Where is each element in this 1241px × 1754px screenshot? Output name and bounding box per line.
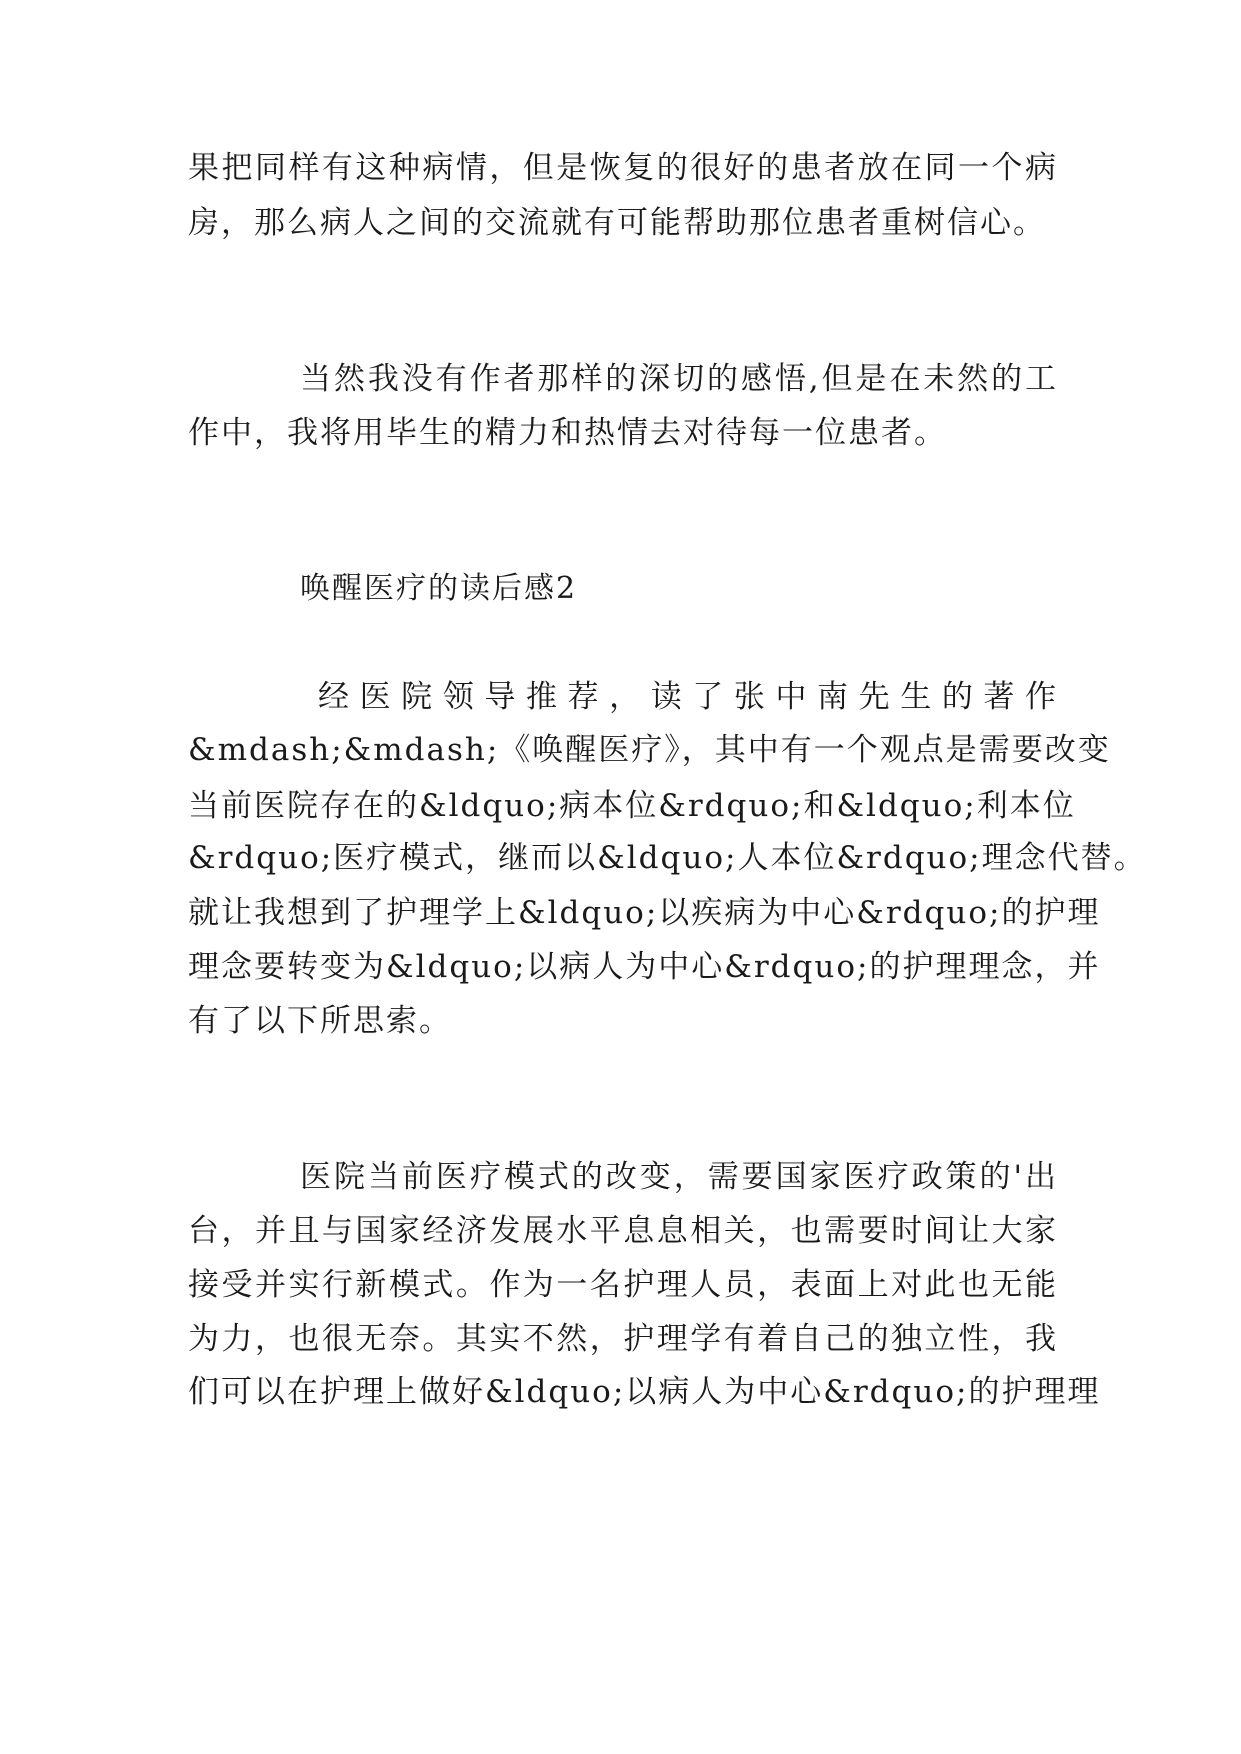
paragraph-4-line-1: 医院当前医疗模式的改变，需要国家医疗政策的'出 xyxy=(300,1159,1058,1195)
paragraph-3-line-7: 有了以下所思索。 xyxy=(188,1003,452,1039)
paragraph-3-line-3: 当前医院存在的&ldquo;病本位&rdquo;和&ldquo;利本位 xyxy=(188,788,1076,824)
paragraph-4-line-2: 台，并且与国家经济发展水平息息相关，也需要时间让大家 xyxy=(188,1213,1058,1249)
paragraph-3-line-1: 经医院领导推荐，读了张中南先生的著作 xyxy=(318,679,1058,715)
paragraph-1-line-2: 房，那么病人之间的交流就有可能帮助那位患者重树信心。 xyxy=(188,205,1046,241)
paragraph-1-line-1: 果把同样有这种病情，但是恢复的很好的患者放在同一个病 xyxy=(188,150,1058,186)
paragraph-4-line-4: 为力，也很无奈。其实不然，护理学有着自己的独立性，我 xyxy=(188,1321,1058,1357)
paragraph-3-line-5: 就让我想到了护理学上&ldquo;以疾病为中心&rdquo;的护理 xyxy=(188,895,1101,931)
paragraph-2-line-2: 作中，我将用毕生的精力和热情去对待每一位患者。 xyxy=(188,415,947,451)
paragraph-4-line-3: 接受并实行新模式。作为一名护理人员，表面上对此也无能 xyxy=(188,1267,1058,1303)
paragraph-2-line-1: 当然我没有作者那样的深切的感悟,但是在未然的工 xyxy=(300,361,1058,397)
paragraph-3-line-6: 理念要转变为&ldquo;以病人为中心&rdquo;的护理理念，并 xyxy=(188,949,1101,985)
paragraph-3-line-2: &mdash;&mdash;《唤醒医疗》，其中有一个观点是需要改变 xyxy=(188,732,1111,768)
paragraph-3-line-4: &rdquo;医疗模式，继而以&ldquo;人本位&rdquo;理念代替。 xyxy=(188,840,1147,876)
section-heading: 唤醒医疗的读后感2 xyxy=(300,571,578,606)
paragraph-4-line-5: 们可以在护理上做好&ldquo;以病人为中心&rdquo;的护理理 xyxy=(188,1374,1101,1410)
